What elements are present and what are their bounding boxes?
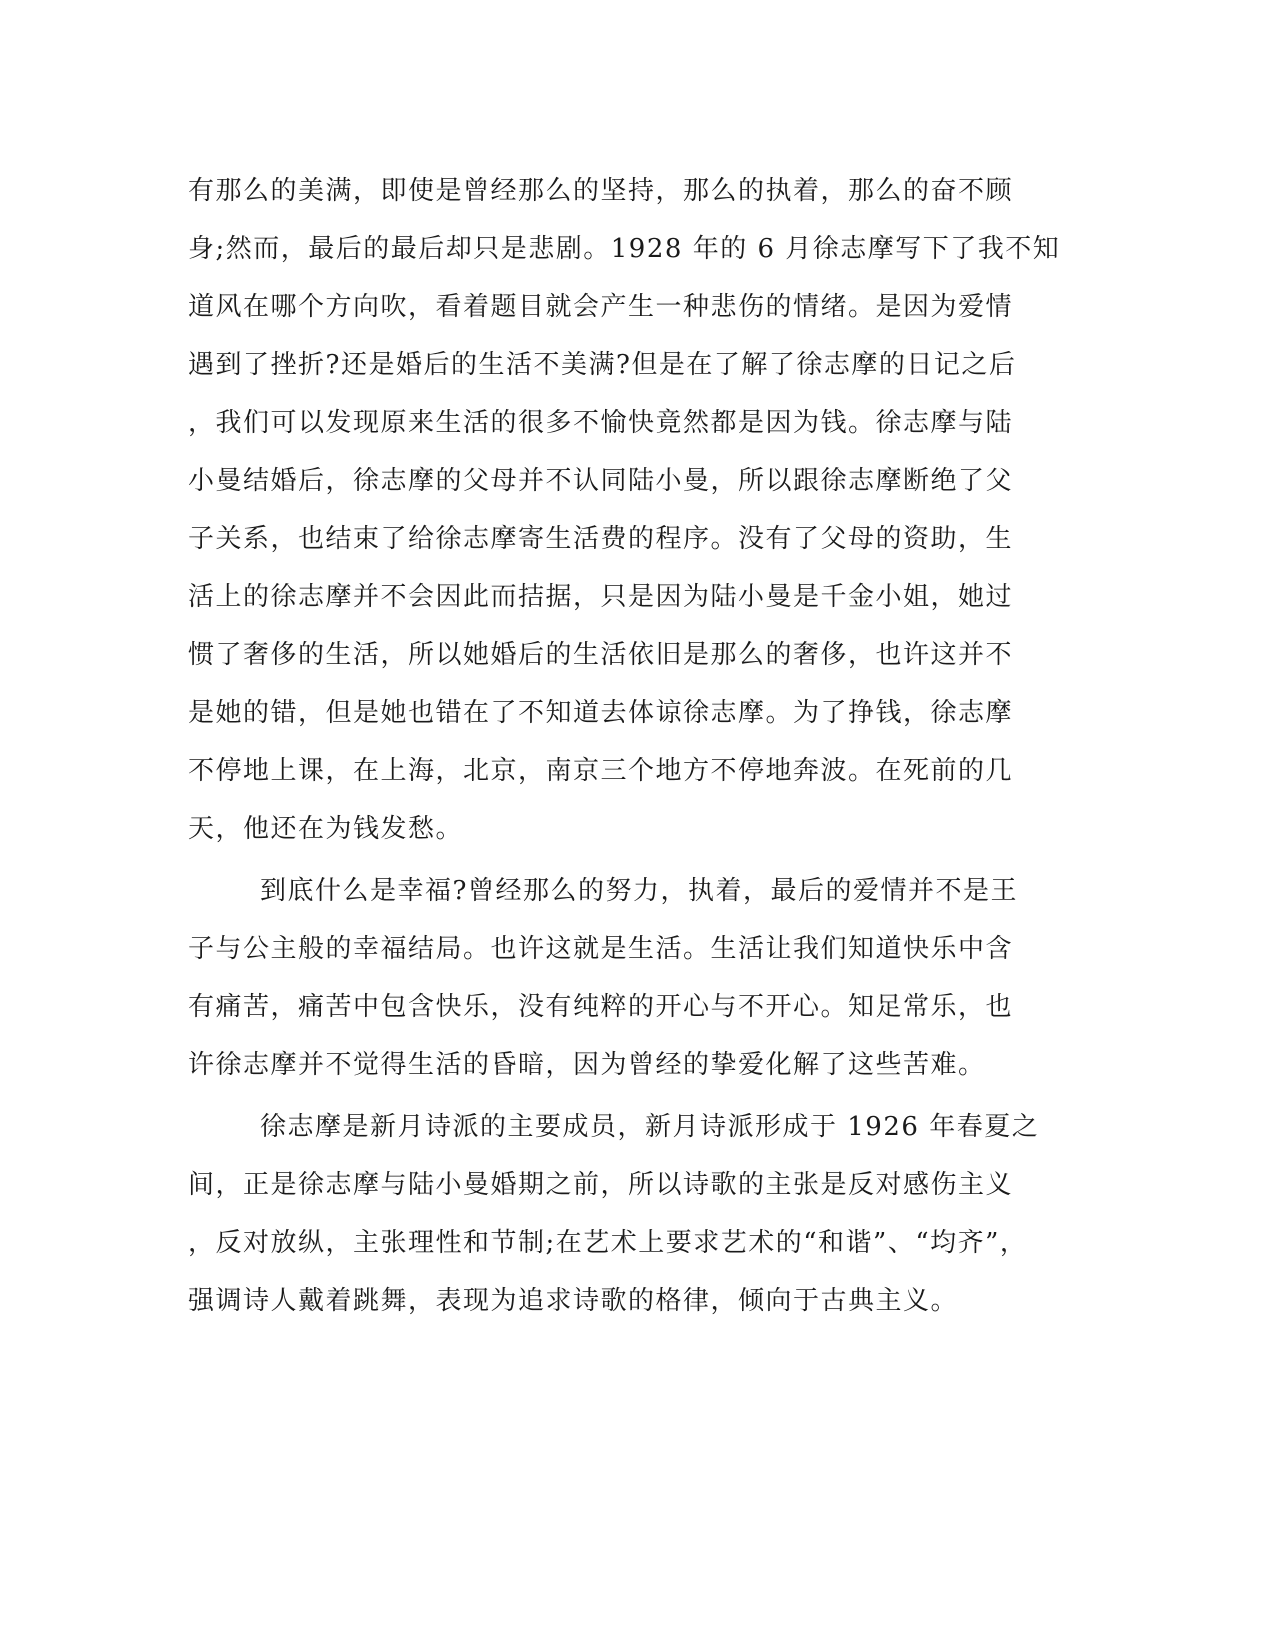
text-line: ，我们可以发现原来生活的很多不愉快竟然都是因为钱。徐志摩与陆 [188,408,1014,438]
text-line: 活上的徐志摩并不会因此而拮据，只是因为陆小曼是千金小姐，她过 [188,582,1014,612]
text-line: 有痛苦，痛苦中包含快乐，没有纯粹的开心与不开心。知足常乐，也 [188,992,1014,1022]
text-line: 许徐志摩并不觉得生活的昏暗，因为曾经的挚爱化解了这些苦难。 [188,1050,986,1080]
paragraph-2 [188,862,1068,1094]
text-line: 徐志摩是新月诗派的主要成员，新月诗派形成于 1926 年春夏之 [260,1112,1040,1142]
text-line: ，反对放纵，主张理性和节制;在艺术上要求艺术的“和谐”、“均齐”， [188,1228,1028,1258]
paragraph-3 [188,1098,1068,1330]
text-line: 子与公主般的幸福结局。也许这就是生活。生活让我们知道快乐中含 [188,934,1014,964]
text-line: 间，正是徐志摩与陆小曼婚期之前，所以诗歌的主张是反对感伤主义 [188,1170,1014,1200]
text-line: 天，他还在为钱发愁。 [188,814,464,844]
text-line: 有那么的美满，即使是曾经那么的坚持，那么的执着，那么的奋不顾 [188,176,1014,206]
text-line: 是她的错，但是她也错在了不知道去体谅徐志摩。为了挣钱，徐志摩 [188,698,1014,728]
text-line: 小曼结婚后，徐志摩的父母并不认同陆小曼，所以跟徐志摩断绝了父 [188,466,1014,496]
text-line: 不停地上课，在上海，北京，南京三个地方不停地奔波。在死前的几 [188,756,1014,786]
text-line: 惯了奢侈的生活，所以她婚后的生活依旧是那么的奢侈，也许这并不 [188,640,1014,670]
text-line: 身;然而，最后的最后却只是悲剧。1928 年的 6 月徐志摩写下了我不知 [188,234,1061,264]
text-line: 强调诗人戴着跳舞，表现为追求诗歌的格律，倾向于古典主义。 [188,1286,959,1316]
paragraph-1 [188,162,1068,858]
text-line: 到底什么是幸福?曾经那么的努力，执着，最后的爱情并不是王 [260,876,1018,906]
text-line: 遇到了挫折?还是婚后的生活不美满?但是在了解了徐志摩的日记之后 [188,350,1017,380]
body-text [188,162,1068,1330]
text-line: 道风在哪个方向吹，看着题目就会产生一种悲伤的情绪。是因为爱情 [188,292,1014,322]
text-line: 子关系，也结束了给徐志摩寄生活费的程序。没有了父母的资助，生 [188,524,1014,554]
